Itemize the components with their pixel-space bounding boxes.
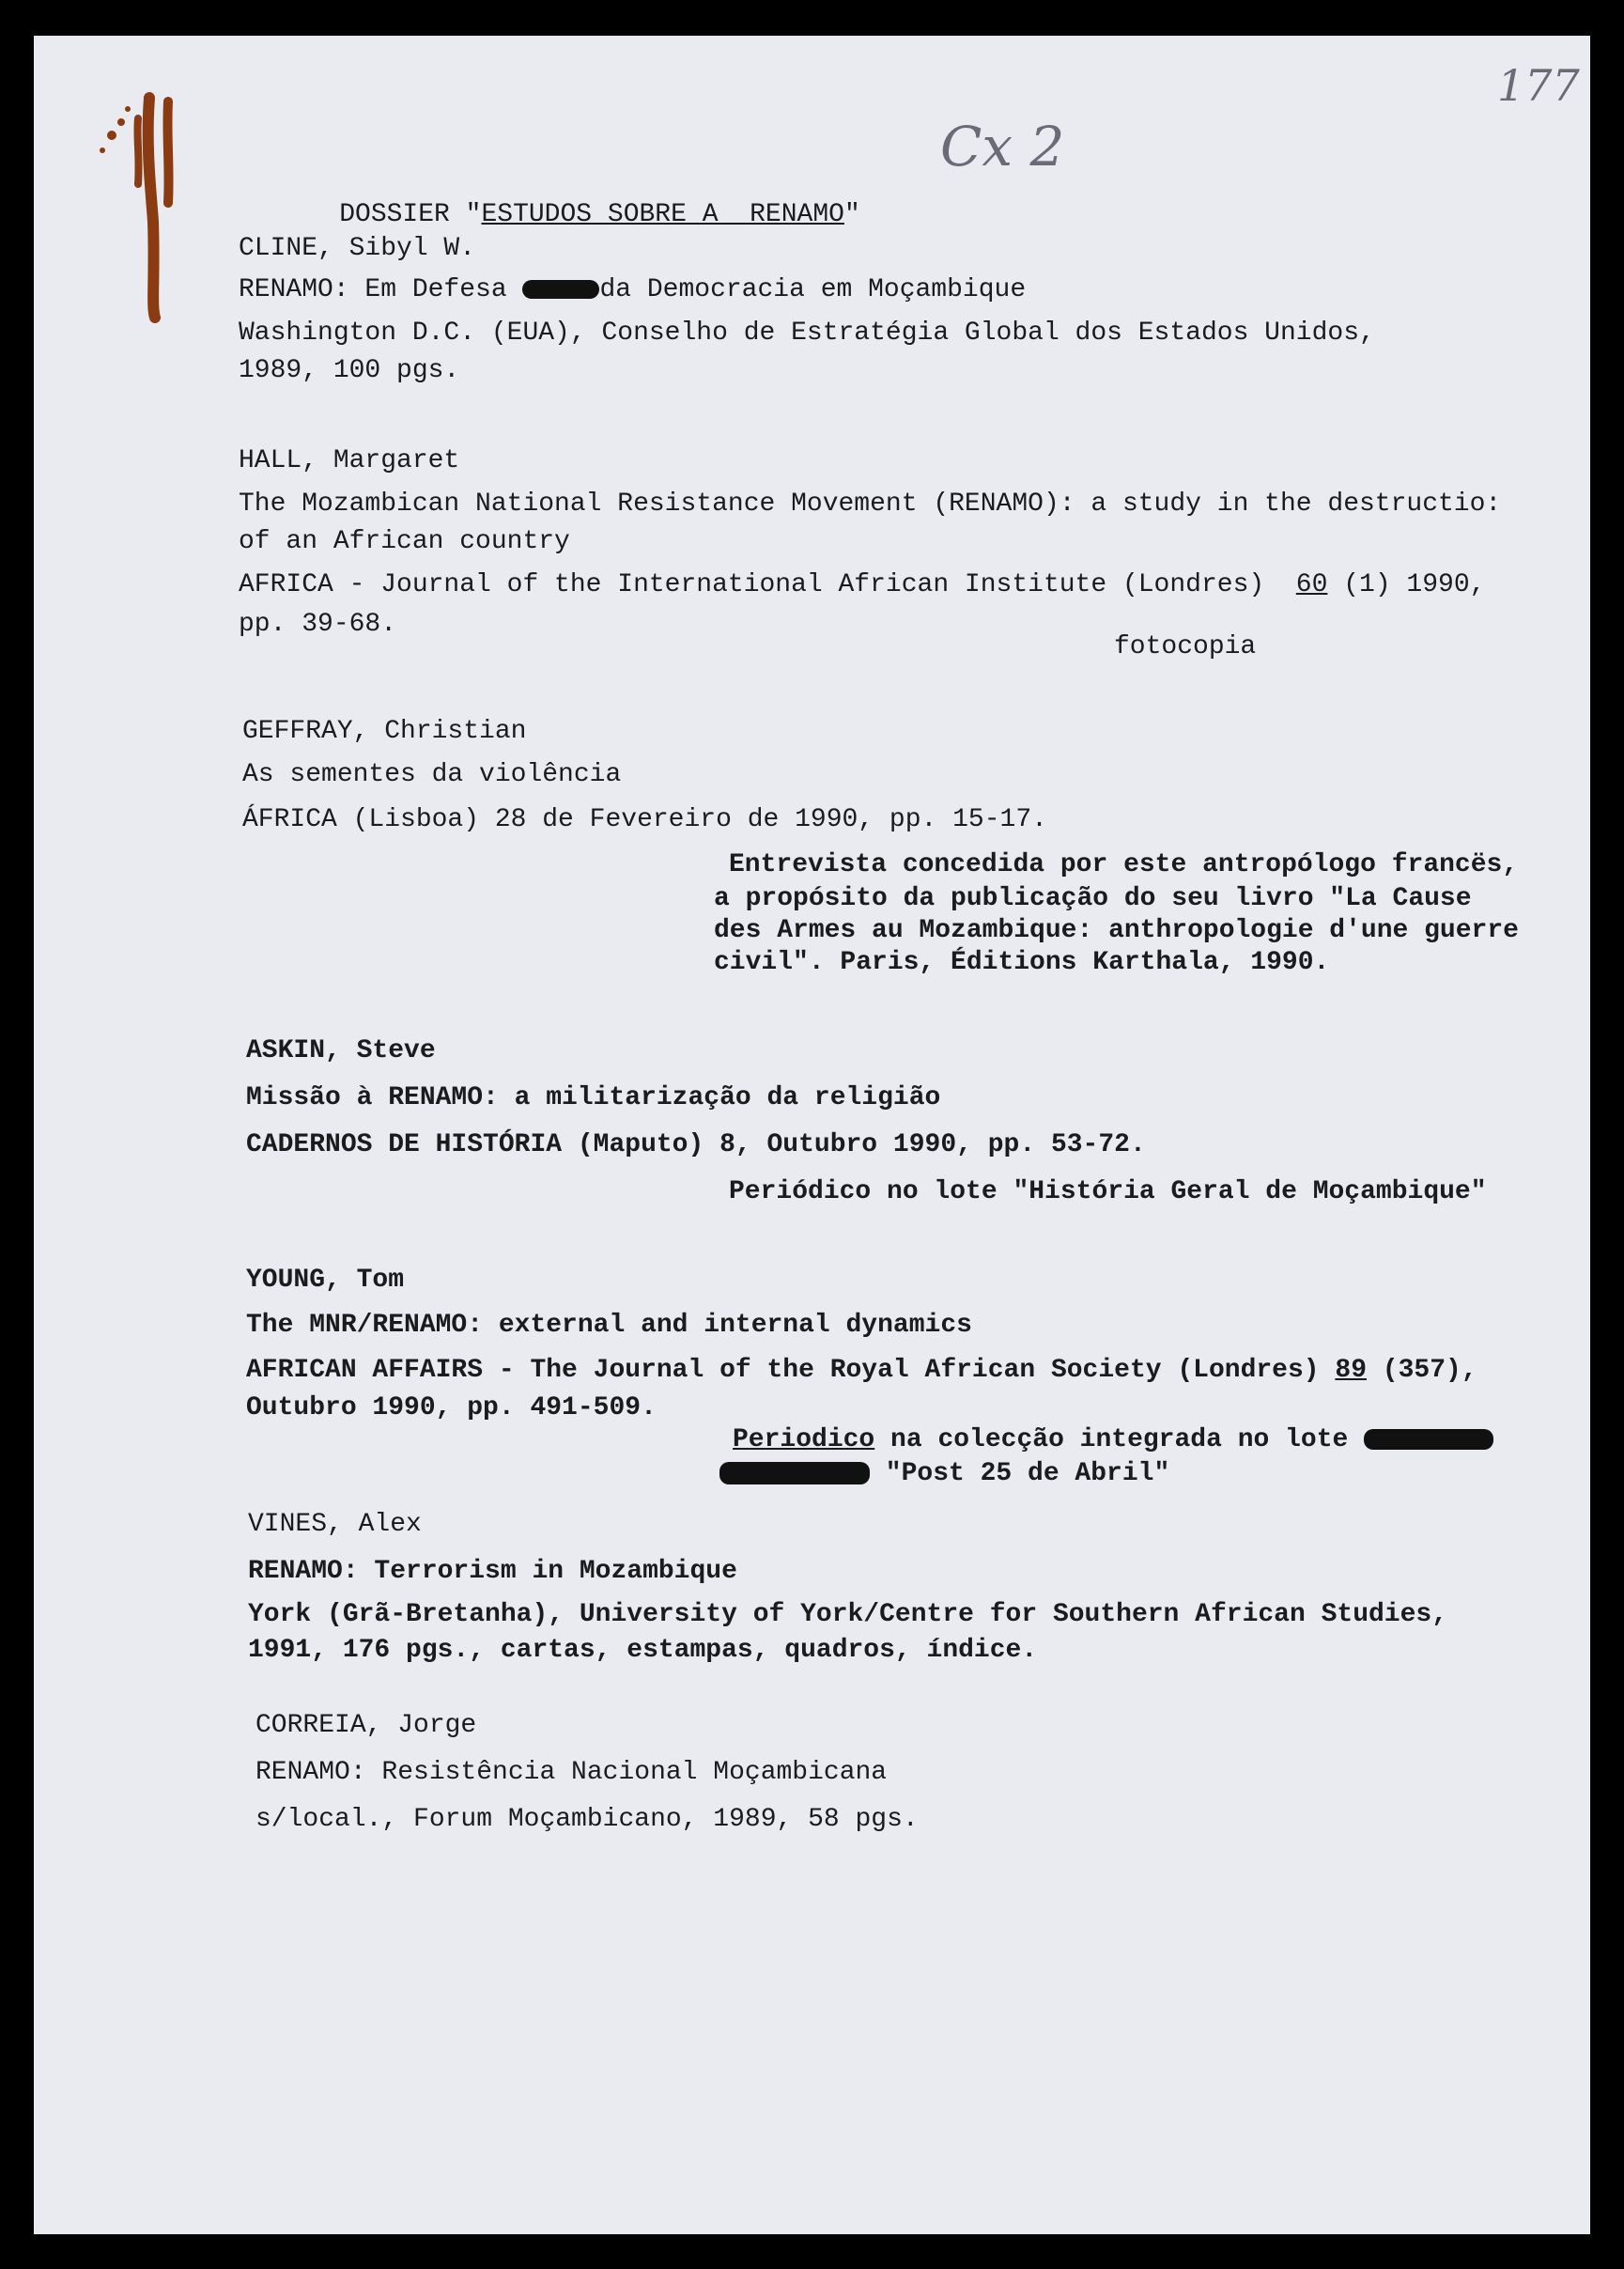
document-page xyxy=(34,36,1590,2234)
entry-3-pub: ÁFRICA (Lisboa) 28 de Fevereiro de 1990, pp. 15-17. xyxy=(242,805,1047,834)
box-annotation: Cx 2 xyxy=(940,115,1065,179)
entry-3-note-line-3: des Armes au Mozambique: anthropologie d'une guerre xyxy=(714,916,1519,945)
entry-5-title: The MNR/RENAMO: external and internal dynamics xyxy=(246,1311,972,1340)
entry-7-title: RENAMO: Resistência Nacional Moçambicana xyxy=(255,1758,888,1787)
entry-6-pub-line-2: 1991, 176 pgs., cartas, estampas, quadros, índice. xyxy=(248,1636,1038,1665)
entry-5-note-line-2 xyxy=(719,1458,1169,1490)
quote-close: " xyxy=(843,200,860,229)
entry-5-note-periodico: Periodico xyxy=(733,1425,875,1454)
entry-6-author: VINES, Alex xyxy=(248,1510,422,1539)
entry-2-pub-journal: AFRICA - Journal of the International African Institute (Londres) xyxy=(239,570,1296,599)
entry-5-pub-volume: 89 xyxy=(1335,1356,1367,1385)
entry-6-title: RENAMO: Terrorism in Mozambique xyxy=(248,1557,737,1586)
redaction-mark xyxy=(522,280,599,299)
entry-1-title-b: da Democracia em Moçambique xyxy=(599,275,1027,304)
dossier-prefix: DOSSIER xyxy=(339,200,450,229)
entry-5-pub-line-1 xyxy=(246,1355,1477,1387)
entry-4-note: Periódico no lote "História Geral de Moçambique" xyxy=(729,1177,1487,1206)
entry-3-note-line-4: civil". Paris, Éditions Karthala, 1990. xyxy=(714,948,1330,977)
entry-2-title-line-1: The Mozambican National Resistance Movement (RENAMO): a study in the destructio: xyxy=(239,490,1502,519)
entry-2-author: HALL, Margaret xyxy=(239,446,460,475)
entry-2-note: fotocopia xyxy=(1114,632,1257,661)
entry-4-pub: CADERNOS DE HISTÓRIA (Maputo) 8, Outubro 1990, pp. 53-72. xyxy=(246,1130,1146,1159)
entry-7-author: CORREIA, Jorge xyxy=(255,1711,477,1740)
rust-stain-mark xyxy=(76,62,189,344)
dossier-title: ESTUDOS SOBRE A RENAMO xyxy=(481,200,844,229)
entry-5-pub-journal: AFRICAN AFFAIRS - The Journal of the Royal African Society (Londres) xyxy=(246,1356,1336,1385)
entry-7-pub: s/local., Forum Moçambicano, 1989, 58 pgs. xyxy=(255,1805,919,1834)
entry-5-note-post: "Post 25 de Abril" xyxy=(870,1459,1170,1488)
entry-3-author: GEFFRAY, Christian xyxy=(242,717,527,746)
entry-2-pub-issue: (1) 1990, xyxy=(1327,570,1486,599)
entry-6-pub-line-1: York (Grã-Bretanha), University of York/Centre for Southern African Studies, xyxy=(248,1600,1448,1629)
entry-1-pub-line-1: Washington D.C. (EUA), Conselho de Estratégia Global dos Estados Unidos, xyxy=(239,319,1375,348)
entry-4-title: Missão à RENAMO: a militarização da religião xyxy=(246,1083,941,1112)
entry-2-title-line-2: of an African country xyxy=(239,527,570,556)
page-number-annotation: 177 xyxy=(1497,60,1580,111)
entry-3-note-line-1: Entrevista concedida por este antropólogo francës, xyxy=(729,850,1519,879)
entry-1-author: CLINE, Sibyl W. xyxy=(239,234,476,263)
entry-4-author: ASKIN, Steve xyxy=(246,1036,436,1065)
entry-1-title-a: RENAMO: Em Defesa xyxy=(239,275,523,304)
entry-1-title xyxy=(239,274,1026,306)
entry-5-author: YOUNG, Tom xyxy=(246,1266,405,1295)
entry-5-pub-issue: (357), xyxy=(1367,1356,1477,1385)
redaction-mark xyxy=(1364,1429,1493,1450)
entry-2-pub-line-1 xyxy=(239,569,1485,601)
entry-2-pub-line-2: pp. 39-68. xyxy=(239,610,397,639)
entry-2-pub-volume: 60 xyxy=(1295,570,1328,599)
quote-open: " xyxy=(465,200,482,229)
entry-1-pub-line-2: 1989, 100 pgs. xyxy=(239,356,460,385)
entry-5-pub-line-2: Outubro 1990, pp. 491-509. xyxy=(246,1393,657,1422)
entry-3-title: As sementes da violência xyxy=(242,760,622,789)
redaction-mark xyxy=(719,1462,870,1484)
entry-3-note-line-2: a propósito da publicação do seu livro "La Cause xyxy=(714,884,1472,913)
entry-5-note-colleccao: na colecção integrada no lote xyxy=(874,1425,1365,1454)
entry-5-note-line-1 xyxy=(733,1424,1493,1456)
